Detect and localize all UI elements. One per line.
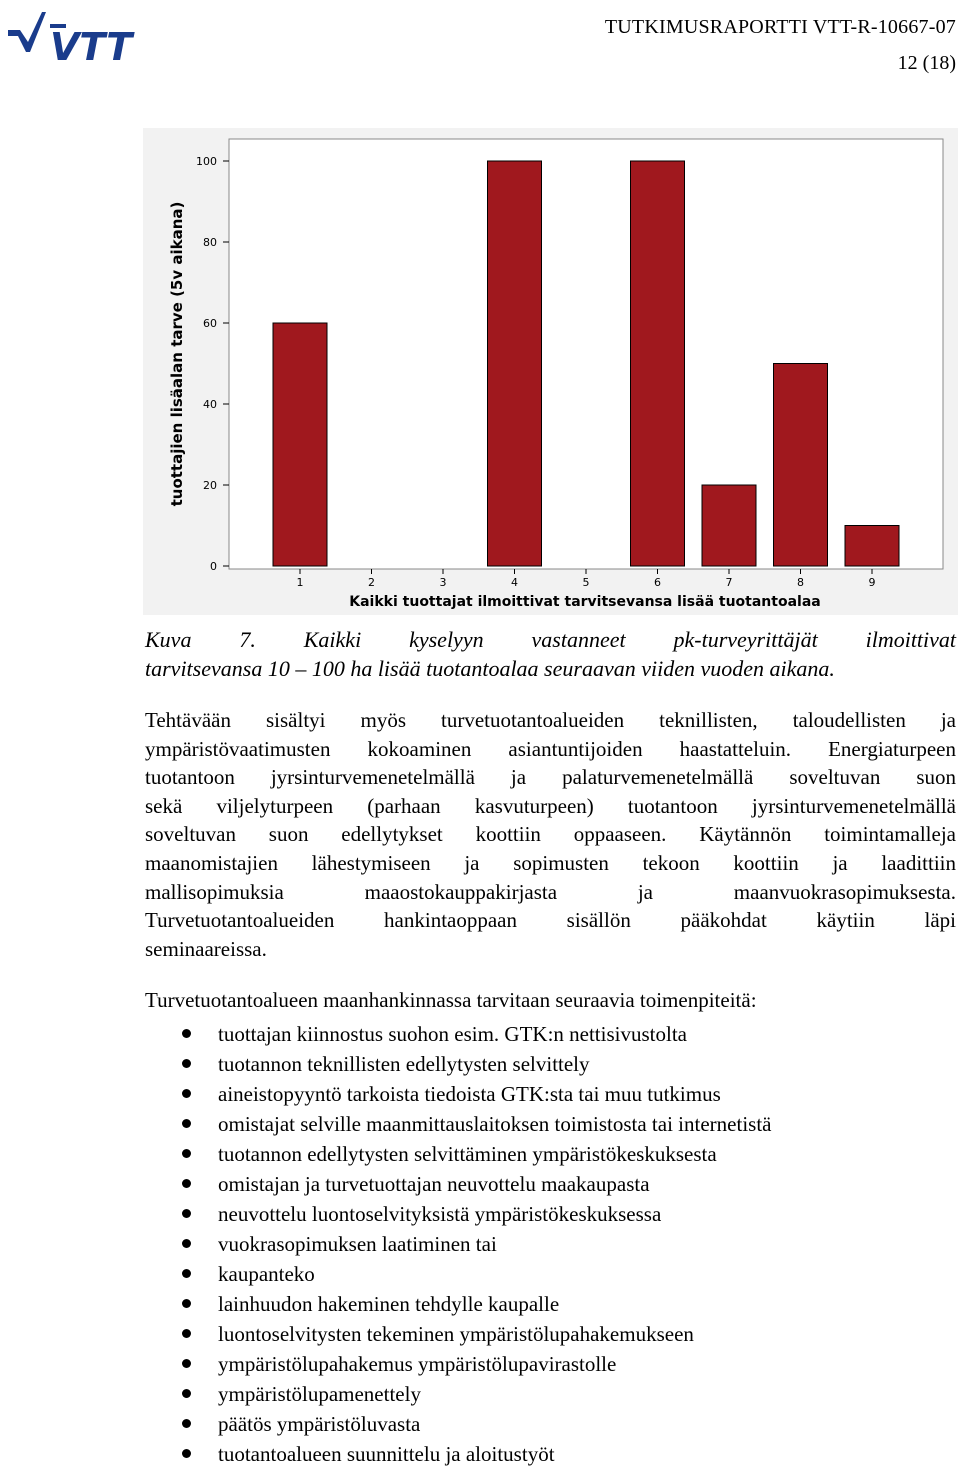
list-item: [145, 1109, 771, 1139]
list-item: [145, 1259, 771, 1289]
bullet-icon: [182, 1179, 191, 1188]
list-item-text: tuottajan kiinnostus suohon esim. GTK:n nettisivustolta: [218, 1022, 687, 1046]
bullet-icon: [182, 1449, 191, 1458]
paragraph-line: ympäristövaatimusten kokoaminen asiantuntijoiden haastatteluin. Energiaturpeen: [145, 736, 956, 761]
y-tick-label: 40: [203, 398, 217, 411]
x-tick-label: 1: [296, 576, 304, 589]
bullet-icon: [182, 1119, 191, 1128]
plot-area: [229, 139, 943, 569]
y-tick-label: 100: [196, 155, 217, 168]
list-item: [145, 1079, 771, 1109]
caption-word: kyselyyn: [409, 627, 484, 652]
body-paragraph: [145, 706, 956, 963]
caption-line-1: [145, 625, 956, 654]
list-item-text: omistajan ja turvetuottajan neuvottelu maakaupasta: [218, 1172, 650, 1196]
bullet-icon: [182, 1239, 191, 1248]
caption-word: Kaikki: [303, 627, 362, 652]
paragraph-line: mallisopimuksia maaostokauppakirjasta ja maanvuokrasopimuksesta.: [145, 879, 956, 904]
list-item: [145, 1019, 771, 1049]
caption-word: pk-turveyrittäjät: [673, 627, 818, 652]
bullet-icon: [182, 1419, 191, 1428]
vtt-logo: [6, 8, 158, 69]
x-tick-label: 2: [368, 576, 375, 589]
bullet-icon: [182, 1089, 191, 1098]
bullet-icon: [182, 1359, 191, 1368]
report-id: TUTKIMUSRAPORTTI VTT-R-10667-07: [604, 16, 956, 38]
list-item-text: päätös ympäristöluvasta: [218, 1412, 421, 1436]
logo-text: VTT: [50, 25, 133, 64]
list-item-text: kaupanteko: [218, 1262, 315, 1286]
list-item-text: omistajat selville maanmittauslaitoksen toimistosta tai internetistä: [218, 1112, 772, 1136]
caption-word: vastanneet: [531, 627, 626, 652]
caption-word: ilmoittivat: [865, 627, 957, 652]
bar-9: [845, 526, 899, 567]
paragraph-line: Tehtävään sisältyi myös turvetuotantoalueiden teknillisten, taloudellisten ja: [145, 708, 956, 732]
y-tick-label: 0: [210, 560, 217, 573]
bullet-icon: [182, 1059, 191, 1068]
list-item: [145, 1379, 771, 1409]
x-tick-label: 4: [511, 576, 518, 589]
x-tick-label: 9: [868, 576, 876, 589]
list-item-text: ympäristölupamenettely: [218, 1382, 421, 1406]
paragraph-line: seminaareissa.: [145, 936, 267, 961]
vtt-logo-graphic: [6, 8, 158, 64]
paragraph-line: Turvetuotantoalueiden hankintaoppaan sisällön pääkohdat käytiin läpi: [145, 908, 956, 933]
y-tick-label: 20: [203, 479, 217, 492]
list-item: [145, 1409, 771, 1439]
x-tick-label: 6: [654, 576, 661, 589]
paragraph-line: maanomistajien lähestymiseen ja sopimusten tekoon koottiin ja laadittiin: [145, 850, 956, 875]
bullet-icon: [182, 1209, 191, 1218]
list-item-text: aineistopyyntö tarkoista tiedoista GTK:sta tai muu tutkimus: [218, 1082, 721, 1106]
x-tick-label: 7: [725, 576, 733, 589]
list-intro: Turvetuotantoalueen maanhankinnassa tarvitaan seuraavia toimenpiteitä:: [145, 988, 757, 1012]
bar-4: [488, 161, 542, 566]
caption-line-2: tarvitsevansa 10 – 100 ha lisää tuotantoalaa seuraavan viiden vuoden aikana.: [145, 656, 835, 681]
x-tick-label: 5: [582, 576, 590, 589]
list-item-text: vuokrasopimuksen laatiminen tai: [218, 1232, 497, 1256]
bar-chart: [143, 128, 958, 615]
list-item-text: tuotannon edellytysten selvittäminen ympäristökeskuksesta: [218, 1142, 717, 1166]
list-item: [145, 1139, 771, 1169]
bar-8: [774, 364, 828, 567]
figure-caption: [145, 625, 956, 683]
list-item-text: ympäristölupahakemus ympäristölupavirastolle: [218, 1352, 617, 1376]
list-item: [145, 1169, 771, 1199]
list-item: [145, 1439, 771, 1469]
paragraph-line: soveltuvan suon edellytykset koottiin oppaaseen. Käytännön toimintamalleja: [145, 822, 956, 847]
x-tick-label: 8: [797, 576, 804, 589]
y-axis-label: tuottajien lisäalan tarve (5v aikana): [168, 201, 186, 507]
bullet-icon: [182, 1029, 191, 1038]
bullet-icon: [182, 1269, 191, 1278]
x-axis-label: Kaikki tuottajat ilmoittivat tarvitsevansa lisää tuotantoalaa: [349, 594, 821, 610]
list-item: [145, 1289, 771, 1319]
list-item: [145, 1199, 771, 1229]
list-item: [145, 1229, 771, 1259]
list-item: [145, 1049, 771, 1079]
paragraph-line: tuotantoon jyrsinturvemenetelmällä ja palaturvemenetelmällä soveltuvan suon: [145, 765, 956, 790]
bullet-icon: [182, 1389, 191, 1398]
list-item-text: tuotantoalueen suunnittelu ja aloitustyöt: [218, 1442, 555, 1466]
list-item: [145, 1319, 771, 1349]
y-tick-label: 60: [203, 317, 217, 330]
list-item-text: tuotannon teknillisten edellytysten selvittely: [218, 1052, 590, 1076]
list-item-text: lainhuudon hakeminen tehdylle kaupalle: [218, 1292, 560, 1316]
caption-word: Kuva 7.: [145, 627, 256, 652]
bullet-list: [145, 1019, 771, 1469]
list-item-text: luontoselvitysten tekeminen ympäristölupahakemukseen: [218, 1322, 694, 1346]
bar-1: [273, 323, 327, 566]
bullet-icon: [182, 1329, 191, 1338]
bullet-icon: [182, 1299, 191, 1308]
page-number: 12 (18): [897, 52, 956, 74]
x-tick-label: 3: [439, 576, 447, 589]
paragraph-line: sekä viljelyturpeen (parhaan kasvuturpeen) tuotantoon jyrsinturvemenetelmällä: [145, 793, 956, 818]
bar-6: [631, 161, 685, 566]
bullet-icon: [182, 1149, 191, 1158]
bar-7: [702, 485, 756, 566]
list-item-text: neuvottelu luontoselvityksistä ympäristökeskuksessa: [218, 1202, 662, 1226]
list-item: [145, 1349, 771, 1379]
y-tick-label: 80: [203, 236, 217, 249]
